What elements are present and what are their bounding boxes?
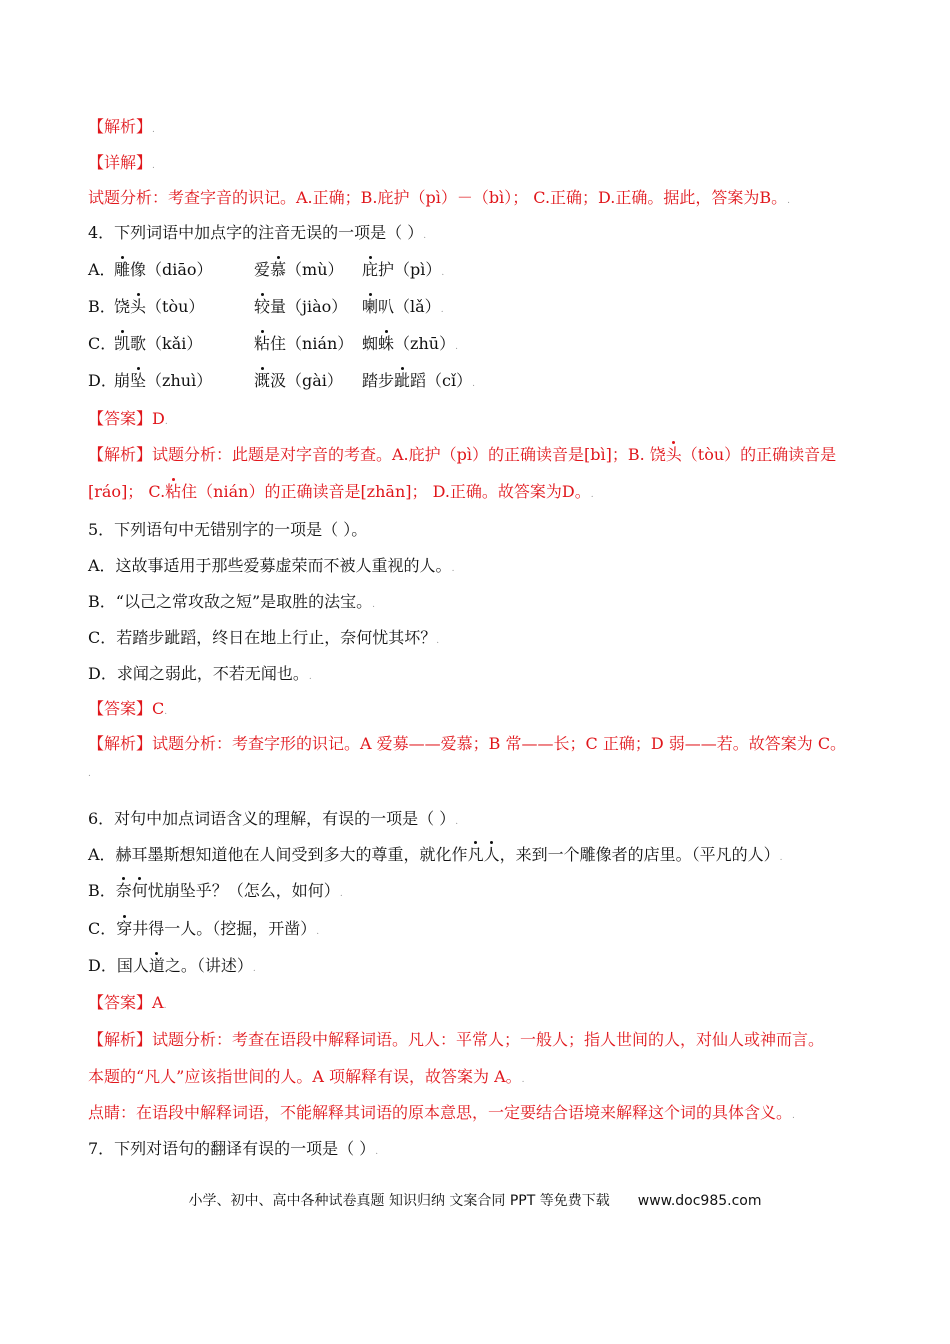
q6-stem: 6．对句中加点词语含义的理解，有误的一项是（ ）. — [88, 809, 459, 828]
q4-stem: 4．下列词语中加点字的注音无误的一项是（ ）. — [88, 223, 427, 242]
q5-stem: 5．下列语句中无错别字的一项是（ ）。 — [88, 520, 368, 539]
q5-answer: 【答案】C. — [88, 699, 168, 718]
paragraph-mark: . — [88, 769, 91, 779]
q6-option-d: D．国人道之。（讲述）. — [88, 956, 256, 975]
q6-analysis-line1: 【解析】试题分析：考查在语段中解释词语。凡人：平常人；一般人；指人世间的人，对仙人或神而言。 — [88, 1030, 825, 1049]
q5-option-c: C．若踏步跐蹈，终日在地上行止，奈何忧其坏？. — [88, 628, 440, 647]
q6-option-b: B．奈何忧崩坠乎？（怎么，如何）. — [88, 881, 343, 900]
q6-analysis-line2: 本题的“凡人”应该指世间的人。A 项解释有误，故答案为 A。. — [88, 1067, 525, 1086]
q6-tip: 点睛：在语段中解释词语，不能解释其词语的原本意思，一定要结合语境来解释这个词的具体含义。. — [88, 1103, 795, 1122]
page-footer — [0, 1190, 950, 1210]
q4-option-d: D． 崩坠（zhuì） 溉汲（gài） 踏步跐蹈（cǐ）. — [88, 371, 475, 390]
q4-option-a: A． 雕像（diāo） 爱慕（mù） 庇护（pì）. — [88, 260, 445, 279]
analysis-heading: 【解析】. — [88, 117, 155, 136]
footer-site-link[interactable]: www.doc985.com — [637, 1193, 762, 1209]
footer-text: 小学、初中、高中各种试卷真题 知识归纳 文案合同 PPT 等免费下载 — [188, 1193, 610, 1209]
q5-option-a: A．这故事适用于那些爱募虚荣而不被人重视的人。. — [88, 556, 455, 575]
q6-option-a: A．赫耳墨斯想知道他在人间受到多大的尊重，就化作凡人，来到一个雕像者的店里。（平凡的人）. — [88, 845, 783, 864]
q4-analysis-line2: [ráo]； C.粘住（nián）的正确读音是[zhān]； D.正确。故答案为D。. — [88, 482, 594, 501]
q6-answer: 【答案】A. — [88, 993, 167, 1012]
q5-option-d: D．求闻之弱此，不若无闻也。. — [88, 664, 312, 683]
q5-analysis: 【解析】试题分析：考查字形的识记。A 爱募——爱慕；B 常——长；C 正确；D 弱——若。故答案为 C。 — [88, 734, 847, 753]
q4-analysis-line1: 【解析】试题分析：此题是对字音的考查。A.庇护（pì）的正确读音是[bì]；B. 饶头（tòu）的正确读音是 — [88, 445, 837, 464]
q4-option-c: C． 凯歌（kǎi） 粘住（nián） 蜘蛛（zhū）. — [88, 334, 458, 353]
q4-answer: 【答案】D. — [88, 409, 168, 428]
detail-heading: 【详解】. — [88, 153, 155, 172]
q4-option-b: B． 饶头（tòu） 较量（jiào） 喇叭（lǎ）. — [88, 297, 444, 316]
q7-stem: 7．下列对语句的翻译有误的一项是（ ）. — [88, 1139, 379, 1158]
q6-option-c: C．穿井得一人。（挖掘，开凿）. — [88, 919, 320, 938]
q5-option-b: B．“以己之常攻敌之短”是取胜的法宝。. — [88, 592, 375, 611]
q3-analysis: 试题分析：考查字音的识记。A.正确；B.庇护（pì）－（bì）； C.正确；D.正确。据此，答案为B。. — [88, 188, 791, 207]
